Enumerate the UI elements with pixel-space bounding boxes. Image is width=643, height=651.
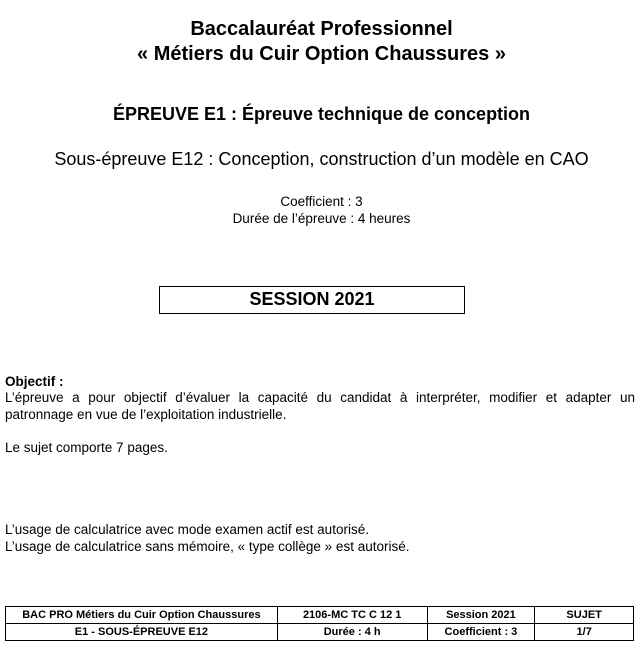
footer-row [6,607,634,624]
objectif-text: L’épreuve a pour objectif d’évaluer la capacité du candidat à interpréter, modifier et adapter un patronnage en vue de l’exploitation industrielle. [5,390,635,422]
footer-cell-epreuve: E1 - SOUS-ÉPREUVE E12 [6,624,278,641]
footer-cell-session: Session 2021 [427,607,535,624]
calculator-rule-1: L’usage de calculatrice avec mode examen actif est autorisé. [5,522,369,537]
footer-row [6,624,634,641]
coefficient-text: Coefficient : 3 [280,194,363,209]
exam-title-line1: Baccalauréat Professionnel [190,18,453,40]
footer-cell-diploma: BAC PRO Métiers du Cuir Option Chaussures [6,607,278,624]
exam-info [0,193,643,227]
exam-title-line2: « Métiers du Cuir Option Chaussures » [137,43,506,65]
footer-cell-duration: Durée : 4 h [277,624,427,641]
pages-note: Le sujet comporte 7 pages. [5,440,168,455]
sous-epreuve-heading: Sous-épreuve E12 : Conception, construction d’un modèle en CAO [54,149,589,169]
footer-table [5,606,634,641]
footer-cell-type: SUJET [535,607,634,624]
footer-cell-code: 2106-MC TC C 12 1 [277,607,427,624]
epreuve-heading: ÉPREUVE E1 : Épreuve technique de conception [112,104,531,124]
footer-cell-page: 1/7 [535,624,634,641]
footer-cell-coefficient: Coefficient : 3 [427,624,535,641]
session-box: SESSION 2021 [159,286,465,314]
duration-text: Durée de l’épreuve : 4 heures [232,211,411,226]
calculator-rule-2: L’usage de calculatrice sans mémoire, « type collège » est autorisé. [5,539,410,554]
objectif-label: Objectif : [5,374,64,389]
